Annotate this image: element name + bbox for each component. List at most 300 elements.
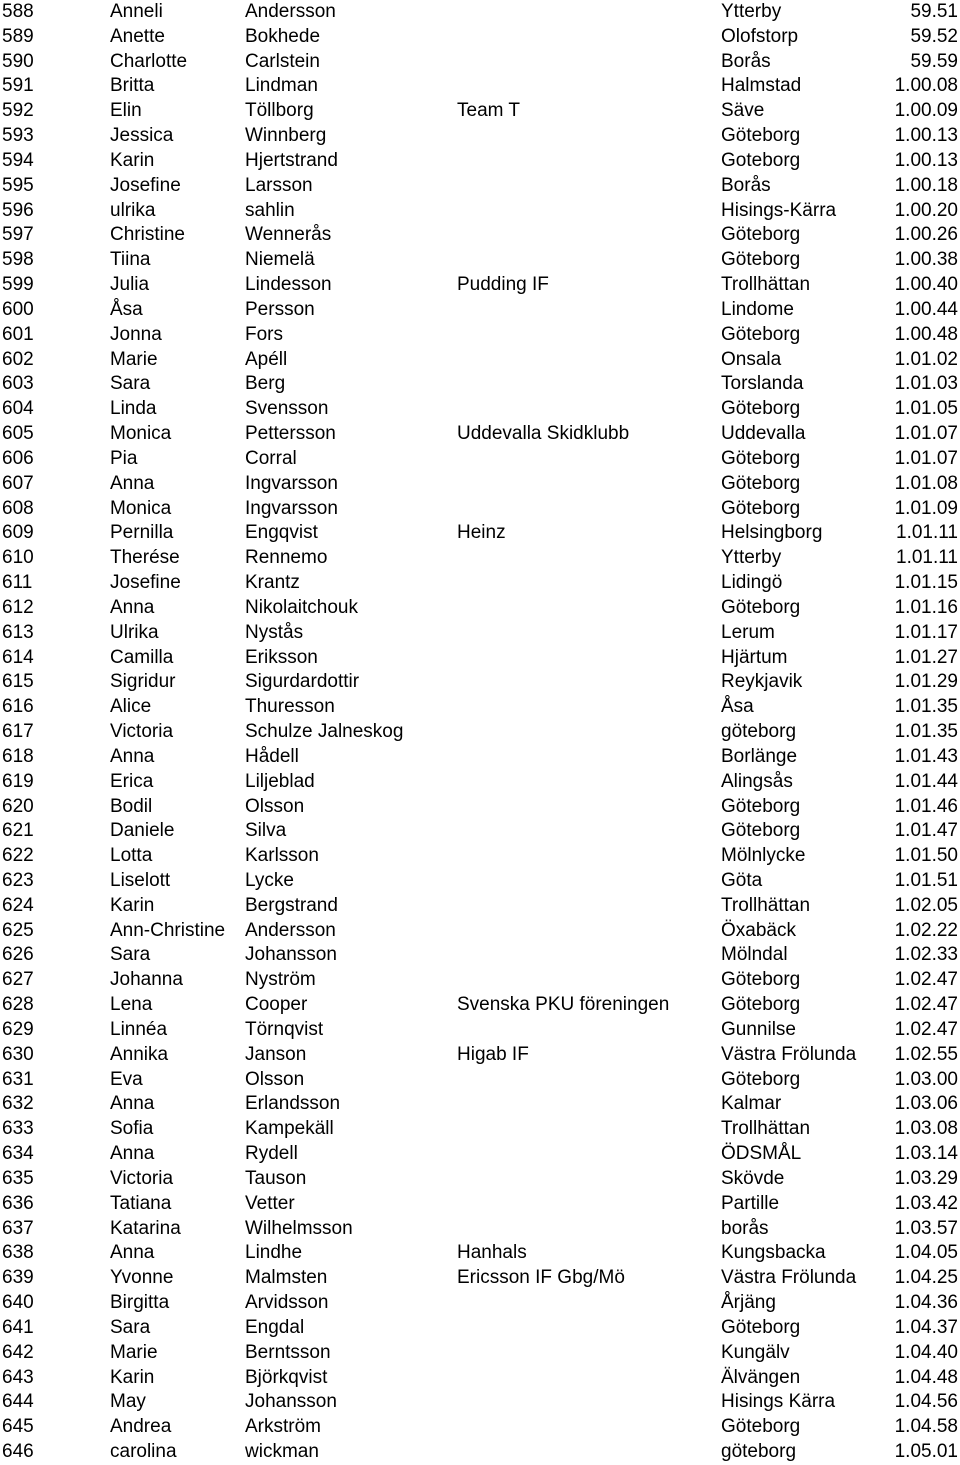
city-name: Hisings Kärra bbox=[721, 1391, 836, 1413]
city-name: Reykjavik bbox=[721, 671, 803, 693]
result-row bbox=[0, 1440, 960, 1465]
first-name: Lena bbox=[110, 994, 153, 1016]
result-row bbox=[0, 323, 960, 348]
place-number: 603 bbox=[2, 373, 34, 395]
place-number: 634 bbox=[2, 1143, 34, 1165]
first-name: Liselott bbox=[110, 869, 171, 891]
finish-time: 1.04.05 bbox=[894, 1242, 958, 1264]
result-row bbox=[0, 720, 960, 745]
city-name: Göteborg bbox=[721, 994, 801, 1016]
finish-time: 1.01.50 bbox=[894, 845, 958, 867]
city-name: Kungälv bbox=[721, 1341, 790, 1363]
result-row bbox=[0, 695, 960, 720]
club-name: Pudding IF bbox=[457, 274, 549, 296]
place-number: 593 bbox=[2, 125, 34, 147]
last-name: Lindhe bbox=[245, 1242, 303, 1264]
last-name: Björkqvist bbox=[245, 1366, 328, 1388]
place-number: 596 bbox=[2, 199, 34, 221]
city-name: ÖDSMÅL bbox=[721, 1143, 802, 1165]
finish-time: 1.02.33 bbox=[894, 944, 958, 966]
place-number: 622 bbox=[2, 845, 34, 867]
first-name: Ann-Christine bbox=[110, 919, 226, 941]
place-number: 610 bbox=[2, 547, 34, 569]
last-name: Ingvarsson bbox=[245, 497, 338, 519]
last-name: Wilhelmsson bbox=[245, 1217, 353, 1239]
result-row bbox=[0, 795, 960, 820]
first-name: Sara bbox=[110, 1316, 151, 1338]
finish-time: 1.00.13 bbox=[894, 149, 958, 171]
first-name: Anneli bbox=[110, 1, 163, 22]
place-number: 598 bbox=[2, 249, 34, 271]
last-name: Malmsten bbox=[245, 1267, 328, 1289]
last-name: Arvidsson bbox=[245, 1292, 329, 1314]
club-name: Team T bbox=[457, 100, 521, 122]
finish-time: 1.03.06 bbox=[894, 1093, 958, 1115]
result-row bbox=[0, 546, 960, 571]
first-name: Therése bbox=[110, 547, 180, 569]
result-row bbox=[0, 1341, 960, 1366]
result-row bbox=[0, 472, 960, 497]
result-row bbox=[0, 670, 960, 695]
finish-time: 59.59 bbox=[910, 50, 958, 72]
finish-time: 1.00.48 bbox=[894, 323, 958, 345]
finish-time: 1.00.09 bbox=[894, 100, 958, 122]
club-name: Hanhals bbox=[457, 1242, 527, 1264]
finish-time: 1.00.38 bbox=[894, 249, 958, 271]
finish-time: 1.02.47 bbox=[894, 1018, 958, 1040]
place-number: 605 bbox=[2, 423, 34, 445]
city-name: Mölndal bbox=[721, 944, 788, 966]
place-number: 623 bbox=[2, 869, 34, 891]
place-number: 638 bbox=[2, 1242, 34, 1264]
place-number: 617 bbox=[2, 721, 34, 743]
place-number: 597 bbox=[2, 224, 34, 246]
city-name: Alingsås bbox=[721, 770, 793, 792]
place-number: 607 bbox=[2, 472, 34, 494]
city-name: Göteborg bbox=[721, 795, 801, 817]
result-row bbox=[0, 943, 960, 968]
place-number: 606 bbox=[2, 447, 34, 469]
last-name: Erlandsson bbox=[245, 1093, 341, 1115]
finish-time: 1.02.05 bbox=[894, 894, 958, 916]
finish-time: 1.04.37 bbox=[894, 1316, 958, 1338]
result-row bbox=[0, 646, 960, 671]
last-name: Krantz bbox=[245, 572, 300, 594]
city-name: Helsingborg bbox=[721, 522, 823, 544]
result-row bbox=[0, 1390, 960, 1415]
place-number: 626 bbox=[2, 944, 34, 966]
result-row bbox=[0, 74, 960, 99]
place-number: 632 bbox=[2, 1093, 34, 1115]
last-name: Lycke bbox=[245, 869, 294, 891]
finish-time: 1.03.08 bbox=[894, 1118, 958, 1140]
last-name: sahlin bbox=[245, 199, 295, 221]
finish-time: 1.01.17 bbox=[894, 621, 958, 643]
result-row bbox=[0, 199, 960, 224]
first-name: Erica bbox=[110, 770, 154, 792]
last-name: Engdal bbox=[245, 1316, 305, 1338]
place-number: 599 bbox=[2, 274, 34, 296]
finish-time: 1.03.29 bbox=[894, 1167, 958, 1189]
place-number: 591 bbox=[2, 75, 34, 97]
finish-time: 1.01.47 bbox=[894, 820, 958, 842]
place-number: 590 bbox=[2, 50, 34, 72]
finish-time: 1.03.14 bbox=[894, 1143, 958, 1165]
place-number: 639 bbox=[2, 1267, 34, 1289]
place-number: 624 bbox=[2, 894, 34, 916]
first-name: Josefine bbox=[110, 174, 181, 196]
city-name: Göta bbox=[721, 869, 763, 891]
first-name: Pernilla bbox=[110, 522, 174, 544]
finish-time: 1.00.18 bbox=[894, 174, 958, 196]
city-name: göteborg bbox=[721, 721, 797, 743]
finish-time: 1.04.48 bbox=[894, 1366, 958, 1388]
result-row bbox=[0, 174, 960, 199]
last-name: Sigurdardottir bbox=[245, 671, 360, 693]
place-number: 620 bbox=[2, 795, 34, 817]
last-name: Ingvarsson bbox=[245, 472, 338, 494]
city-name: Göteborg bbox=[721, 1316, 801, 1338]
first-name: Pia bbox=[110, 447, 138, 469]
finish-time: 1.01.29 bbox=[894, 671, 958, 693]
last-name: Nyström bbox=[245, 969, 316, 991]
finish-time: 1.00.13 bbox=[894, 125, 958, 147]
club-name: Uddevalla Skidklubb bbox=[457, 423, 630, 445]
city-name: Västra Frölunda bbox=[721, 1267, 857, 1289]
result-row bbox=[0, 25, 960, 50]
finish-time: 1.02.47 bbox=[894, 994, 958, 1016]
place-number: 611 bbox=[2, 572, 33, 594]
first-name: Anna bbox=[110, 745, 155, 767]
city-name: Hjärtum bbox=[721, 646, 788, 668]
last-name: Töllborg bbox=[245, 100, 314, 122]
result-row bbox=[0, 1068, 960, 1093]
place-number: 612 bbox=[2, 596, 34, 618]
city-name: Göteborg bbox=[721, 497, 801, 519]
first-name: Katarina bbox=[110, 1217, 181, 1239]
place-number: 637 bbox=[2, 1217, 34, 1239]
place-number: 604 bbox=[2, 398, 34, 420]
city-name: Borlänge bbox=[721, 745, 798, 767]
last-name: Tauson bbox=[245, 1167, 307, 1189]
first-name: Alice bbox=[110, 696, 152, 718]
finish-time: 1.03.57 bbox=[894, 1217, 958, 1239]
result-row bbox=[0, 248, 960, 273]
result-row bbox=[0, 1316, 960, 1341]
city-name: Gunnilse bbox=[721, 1018, 796, 1040]
result-row bbox=[0, 1117, 960, 1142]
result-row bbox=[0, 1192, 960, 1217]
place-number: 608 bbox=[2, 497, 34, 519]
last-name: Kampekäll bbox=[245, 1118, 334, 1140]
first-name: Tiina bbox=[110, 249, 151, 271]
finish-time: 1.01.08 bbox=[894, 472, 958, 494]
place-number: 589 bbox=[2, 25, 34, 47]
result-row bbox=[0, 968, 960, 993]
finish-time: 1.01.44 bbox=[894, 770, 958, 792]
city-name: Öxabäck bbox=[721, 919, 796, 941]
city-name: Göteborg bbox=[721, 224, 801, 246]
finish-time: 1.03.42 bbox=[894, 1192, 958, 1214]
result-row bbox=[0, 348, 960, 373]
finish-time: 1.01.15 bbox=[894, 572, 958, 594]
place-number: 615 bbox=[2, 671, 34, 693]
first-name: Linnéa bbox=[110, 1018, 168, 1040]
city-name: Halmstad bbox=[721, 75, 802, 97]
finish-time: 1.01.16 bbox=[894, 596, 958, 618]
result-row bbox=[0, 1217, 960, 1242]
first-name: Yvonne bbox=[110, 1267, 174, 1289]
result-row bbox=[0, 1241, 960, 1266]
last-name: Olsson bbox=[245, 1068, 305, 1090]
last-name: Corral bbox=[245, 447, 297, 469]
first-name: May bbox=[110, 1391, 146, 1413]
place-number: 630 bbox=[2, 1043, 34, 1065]
club-name: Higab IF bbox=[457, 1043, 529, 1065]
city-name: borås bbox=[721, 1217, 769, 1239]
first-name: Anna bbox=[110, 1093, 155, 1115]
place-number: 609 bbox=[2, 522, 34, 544]
first-name: Elin bbox=[110, 100, 142, 122]
result-row bbox=[0, 1142, 960, 1167]
last-name: Andersson bbox=[245, 1, 336, 22]
result-row bbox=[0, 521, 960, 546]
place-number: 646 bbox=[2, 1441, 34, 1463]
place-number: 588 bbox=[2, 1, 34, 22]
last-name: Arkström bbox=[245, 1416, 321, 1438]
first-name: Monica bbox=[110, 497, 172, 519]
finish-time: 1.01.05 bbox=[894, 398, 958, 420]
finish-time: 1.01.07 bbox=[894, 447, 958, 469]
place-number: 616 bbox=[2, 696, 34, 718]
finish-time: 1.02.47 bbox=[894, 969, 958, 991]
city-name: Ytterby bbox=[721, 1, 782, 22]
finish-time: 1.01.43 bbox=[894, 745, 958, 767]
result-row bbox=[0, 149, 960, 174]
first-name: Linda bbox=[110, 398, 157, 420]
result-row bbox=[0, 50, 960, 75]
city-name: Olofstorp bbox=[721, 25, 799, 47]
finish-time: 1.01.27 bbox=[894, 646, 958, 668]
club-name: Svenska PKU föreningen bbox=[457, 994, 670, 1016]
last-name: Olsson bbox=[245, 795, 305, 817]
result-row bbox=[0, 1043, 960, 1068]
first-name: Julia bbox=[110, 274, 150, 296]
place-number: 601 bbox=[2, 323, 34, 345]
last-name: Nystås bbox=[245, 621, 304, 643]
first-name: Anna bbox=[110, 596, 155, 618]
result-row bbox=[0, 497, 960, 522]
first-name: Andrea bbox=[110, 1416, 172, 1438]
first-name: Ulrika bbox=[110, 621, 159, 643]
result-row bbox=[0, 1415, 960, 1440]
result-row bbox=[0, 571, 960, 596]
place-number: 636 bbox=[2, 1192, 34, 1214]
first-name: Annika bbox=[110, 1043, 169, 1065]
last-name: Johansson bbox=[245, 1391, 337, 1413]
last-name: Berntsson bbox=[245, 1341, 331, 1363]
city-name: Onsala bbox=[721, 348, 782, 370]
last-name: Apéll bbox=[245, 348, 288, 370]
first-name: Sara bbox=[110, 944, 151, 966]
finish-time: 1.00.44 bbox=[894, 298, 958, 320]
finish-time: 1.01.07 bbox=[894, 423, 958, 445]
first-name: Marie bbox=[110, 1341, 158, 1363]
result-row bbox=[0, 0, 960, 25]
last-name: Bergstrand bbox=[245, 894, 338, 916]
first-name: ulrika bbox=[110, 199, 156, 221]
city-name: Ytterby bbox=[721, 547, 782, 569]
city-name: Trollhättan bbox=[721, 274, 811, 296]
place-number: 618 bbox=[2, 745, 34, 767]
finish-time: 1.00.08 bbox=[894, 75, 958, 97]
result-row bbox=[0, 298, 960, 323]
first-name: Anna bbox=[110, 1242, 155, 1264]
city-name: Hisings-Kärra bbox=[721, 199, 837, 221]
city-name: göteborg bbox=[721, 1441, 797, 1463]
club-name: Heinz bbox=[457, 522, 506, 544]
place-number: 602 bbox=[2, 348, 34, 370]
place-number: 619 bbox=[2, 770, 34, 792]
city-name: Göteborg bbox=[721, 249, 801, 271]
city-name: Göteborg bbox=[721, 596, 801, 618]
result-row bbox=[0, 1092, 960, 1117]
last-name: Hådell bbox=[245, 745, 299, 767]
place-number: 625 bbox=[2, 919, 34, 941]
last-name: Pettersson bbox=[245, 423, 336, 445]
place-number: 640 bbox=[2, 1292, 34, 1314]
place-number: 614 bbox=[2, 646, 34, 668]
place-number: 628 bbox=[2, 994, 34, 1016]
city-name: Uddevalla bbox=[721, 423, 806, 445]
first-name: Camilla bbox=[110, 646, 174, 668]
finish-time: 1.04.56 bbox=[894, 1391, 958, 1413]
place-number: 644 bbox=[2, 1391, 34, 1413]
first-name: Victoria bbox=[110, 721, 174, 743]
first-name: Karin bbox=[110, 149, 155, 171]
last-name: Bokhede bbox=[245, 25, 321, 47]
city-name: Göteborg bbox=[721, 969, 801, 991]
finish-time: 1.01.35 bbox=[894, 721, 958, 743]
city-name: Årjäng bbox=[721, 1292, 776, 1314]
city-name: Kungsbacka bbox=[721, 1242, 826, 1264]
last-name: Vetter bbox=[245, 1192, 295, 1214]
result-row bbox=[0, 99, 960, 124]
place-number: 641 bbox=[2, 1316, 34, 1338]
first-name: carolina bbox=[110, 1441, 177, 1463]
first-name: Eva bbox=[110, 1068, 143, 1090]
first-name: Josefine bbox=[110, 572, 181, 594]
last-name: Larsson bbox=[245, 174, 313, 196]
first-name: Daniele bbox=[110, 820, 175, 842]
result-row bbox=[0, 596, 960, 621]
first-name: Britta bbox=[110, 75, 155, 97]
city-name: Lidingö bbox=[721, 572, 783, 594]
finish-time: 1.01.09 bbox=[894, 497, 958, 519]
city-name: Trollhättan bbox=[721, 894, 811, 916]
result-row bbox=[0, 621, 960, 646]
last-name: wickman bbox=[245, 1441, 319, 1463]
result-row bbox=[0, 223, 960, 248]
city-name: Säve bbox=[721, 100, 765, 122]
last-name: Andersson bbox=[245, 919, 336, 941]
city-name: Göteborg bbox=[721, 472, 801, 494]
first-name: Johanna bbox=[110, 969, 183, 991]
last-name: Persson bbox=[245, 298, 315, 320]
first-name: Sofia bbox=[110, 1118, 154, 1140]
finish-time: 1.05.01 bbox=[894, 1441, 958, 1463]
place-number: 642 bbox=[2, 1341, 34, 1363]
city-name: Älvängen bbox=[721, 1366, 801, 1388]
result-row bbox=[0, 745, 960, 770]
city-name: Goteborg bbox=[721, 149, 801, 171]
place-number: 631 bbox=[2, 1068, 34, 1090]
first-name: Anette bbox=[110, 25, 165, 47]
result-row bbox=[0, 993, 960, 1018]
first-name: Jonna bbox=[110, 323, 162, 345]
last-name: Silva bbox=[245, 820, 287, 842]
city-name: Göteborg bbox=[721, 1068, 801, 1090]
city-name: Kalmar bbox=[721, 1093, 782, 1115]
result-row bbox=[0, 372, 960, 397]
place-number: 595 bbox=[2, 174, 34, 196]
first-name: Marie bbox=[110, 348, 158, 370]
result-row bbox=[0, 273, 960, 298]
city-name: Borås bbox=[721, 174, 771, 196]
finish-time: 1.04.25 bbox=[894, 1267, 958, 1289]
last-name: Eriksson bbox=[245, 646, 318, 668]
last-name: Lindesson bbox=[245, 274, 332, 296]
finish-time: 1.04.36 bbox=[894, 1292, 958, 1314]
last-name: Liljeblad bbox=[245, 770, 315, 792]
place-number: 592 bbox=[2, 100, 34, 122]
city-name: Torslanda bbox=[721, 373, 804, 395]
result-row bbox=[0, 124, 960, 149]
first-name: Karin bbox=[110, 1366, 155, 1388]
result-row bbox=[0, 919, 960, 944]
place-number: 600 bbox=[2, 298, 34, 320]
place-number: 594 bbox=[2, 149, 34, 171]
first-name: Åsa bbox=[110, 298, 143, 320]
finish-time: 1.04.58 bbox=[894, 1416, 958, 1438]
city-name: Lerum bbox=[721, 621, 775, 643]
finish-time: 1.01.02 bbox=[894, 348, 958, 370]
result-row bbox=[0, 1266, 960, 1291]
city-name: Mölnlycke bbox=[721, 845, 806, 867]
first-name: Tatiana bbox=[110, 1192, 172, 1214]
last-name: Schulze Jalneskog bbox=[245, 721, 404, 743]
city-name: Borås bbox=[721, 50, 771, 72]
last-name: Winnberg bbox=[245, 125, 327, 147]
finish-time: 1.01.46 bbox=[894, 795, 958, 817]
finish-time: 1.00.20 bbox=[894, 199, 958, 221]
place-number: 627 bbox=[2, 969, 34, 991]
last-name: Rennemo bbox=[245, 547, 328, 569]
finish-time: 1.01.11 bbox=[896, 522, 958, 544]
last-name: Carlstein bbox=[245, 50, 320, 72]
last-name: Wennerås bbox=[245, 224, 332, 246]
last-name: Nikolaitchouk bbox=[245, 596, 358, 618]
finish-time: 1.02.55 bbox=[894, 1043, 958, 1065]
last-name: Johansson bbox=[245, 944, 337, 966]
place-number: 613 bbox=[2, 621, 34, 643]
result-row bbox=[0, 1167, 960, 1192]
city-name: Partille bbox=[721, 1192, 780, 1214]
last-name: Hjertstrand bbox=[245, 149, 338, 171]
first-name: Anna bbox=[110, 1143, 155, 1165]
finish-time: 1.03.00 bbox=[894, 1068, 958, 1090]
finish-time: 1.00.40 bbox=[894, 274, 958, 296]
